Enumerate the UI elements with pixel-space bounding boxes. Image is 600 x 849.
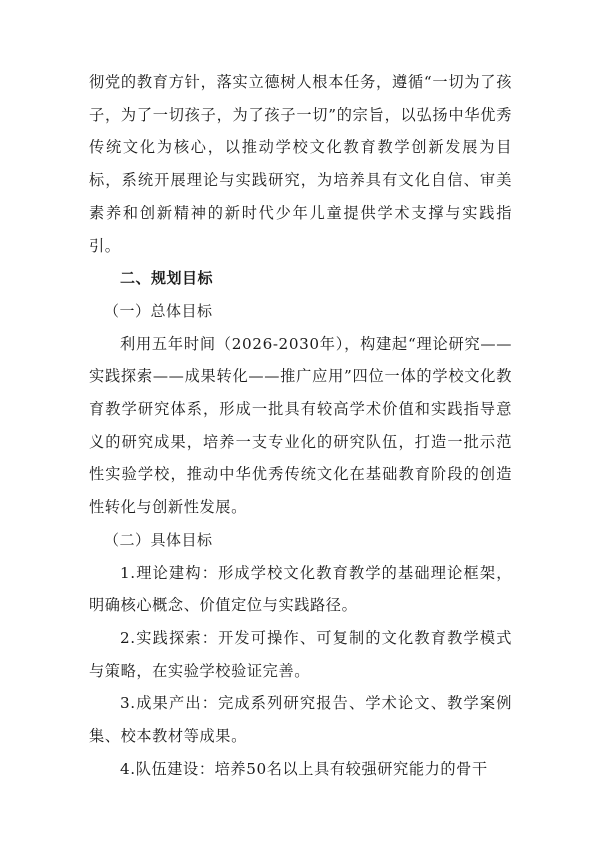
overall-goal-paragraph: 利用五年时间（2026-2030年），构建起“理论研究——实践探索——成果转化——推广应用”四位一体的学校文化教育教学研究体系，形成一批具有较高学术价值和实践指导意义的研究成果，培养一支专业化的研究队伍，打造一批示范性实验学校，推动中华优秀传统文化在基础教育阶段的创造性转化与创新性发展。 — [89, 334, 512, 517]
specific-goal-item: 2.实践探索：开发可操作、可复制的文化教育教学模式与策略，在实验学校验证完善。 — [89, 628, 512, 680]
section-heading-planning-goals: 二、规划目标 — [120, 269, 214, 288]
specific-goal-item: 4.队伍建设：培养50名以上具有较强研究能力的骨干 — [120, 759, 488, 778]
intro-paragraph: 彻党的教育方针，落实立德树人根本任务，遵循“一切为了孩子，为了一切孩子，为了孩子一切”的宗旨，以弘扬中华优秀传统文化为核心，以推动学校文化教育教学创新发展为目标，系统开展理论与实践研究，为培养具有文化自信、审美素养和创新精神的新时代少年儿童提供学术支撑与实践指引。 — [89, 73, 512, 255]
subsection-heading-specific-goals: （二）具体目标 — [104, 530, 213, 549]
subsection-heading-overall-goal: （一）总体目标 — [104, 301, 213, 320]
document-page — [89, 66, 512, 785]
specific-goal-item: 3.成果产出：完成系列研究报告、学术论文、教学案例集、校本教材等成果。 — [89, 694, 512, 746]
specific-goal-item: 1.理论建构：形成学校文化教育教学的基础理论框架，明确核心概念、价值定位与实践路径。 — [89, 563, 512, 615]
